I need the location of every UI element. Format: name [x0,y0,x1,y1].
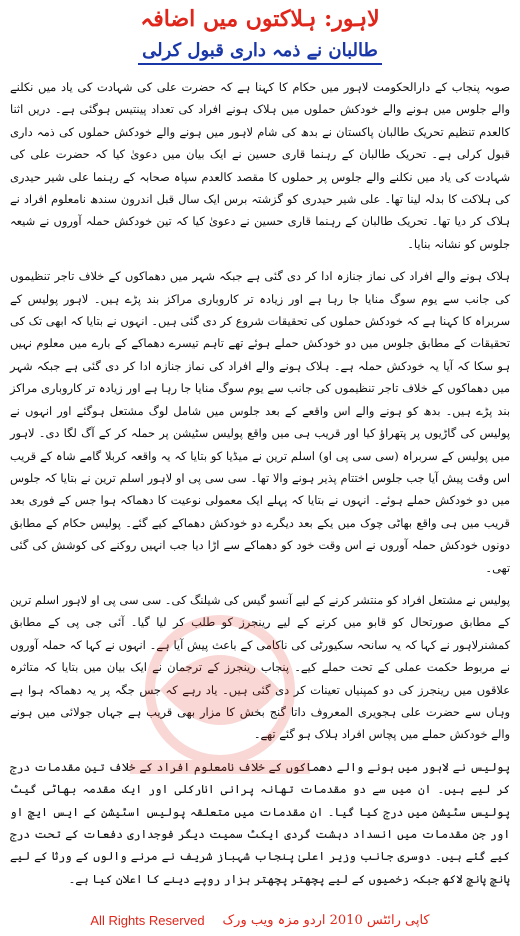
paragraph-3: پولیس نے مشتعل افراد کو منتشر کرنے کے لیے آنسو گیس کی شیلنگ کی۔ سی سی پی او لاہور اسلم ترین کے مطابق صورتحال کو قابو میں کرنے کے لیے رینجرز کو طلب کر لیا گیا۔ آئی جی پی کے مطابق کمشنرلاہور نے کہا کہ یہ سانحہ سکیورٹی کی ناکامی کے باعث پیش آیا ہے۔ انہوں نے کہا کہ حملہ آوروں نے مربوط حکمت عملی کے تحت حملے کیے۔ پنجاب رینجرز کے ترجمان نے ایک بیان میں بتایا کہ متاثرہ علاقوں میں رینجرز کی دو کمپنیاں تعینات کر دی گئی ہیں۔ یاد رہے کہ جس جگہ پر یہ دھماکہ ہوا ہے وہاں سے حضرت علی ہجویری المعروف داتا گنج بخش کا مزار بھی قریب ہے جہاں جولائی میں ہونے والے خودکش حملے میں پچاس افراد ہلاک ہو گئے تھے۔ [10,592,510,742]
footer [0,908,520,932]
paragraph-1: صوبہ پنجاب کے دارالحکومت لاہور میں حکام کا کہنا ہے کہ حضرت علی کی شہادت کی یاد میں نکلنے والے جلوس میں ہونے والے خودکش حملوں میں ہلاک ہونے افراد کی تعداد پینتیس ہوگئی ہے۔ دریں اثنا کالعدم تنظیم تحریک طالبان پاکستان نے بدھ کی شام لاہور میں ہونے والے خودکش حملوں کی ذمہ داری قبول کرلی ہے۔ تحریک طالبان کے رہنما قاری حسین نے ایک بیان میں دعویٰ کیا کہ حضرت علی کی شہادت کی یاد میں نکلنے والے جلوس پر حملوں کا مقصد کالعدم سپاہ صحابہ کے رہنما علی شیر حیدری کی ہلاکت کا بدلہ لینا تھا۔ علی شیر حیدری کو گزشتہ برس ایک سال قبل اندرون سندھ نامعلوم افراد نے ہلاک کر دیا تھا۔ تحریک طالبان کے رہنما قاری حسین نے دعویٰ کیا کہ تین خودکش حملہ آوروں نے شیعہ جلوس کو نشانہ بنایا۔ [10,80,510,251]
copyright-text: کاپی رائٹس 2010 اردو مزہ ویب ورک [222,912,430,928]
headline: لاہور: ہلاکتوں میں اضافہ [140,6,380,32]
rights-text: All Rights Reserved [90,912,205,928]
subheadline-text: طالبان نے ذمہ داری قبول کرلی [138,40,382,65]
paragraph-2: ہلاک ہونے والے افراد کی نماز جنازہ ادا کر دی گئی ہے جبکہ شہر میں دھماکوں کے خلاف تاجر تنظیموں کی جانب سے یوم سوگ منایا جا رہا ہے اور زیادہ تر کاروباری مراکز بند پڑے ہیں۔ لاہور پولیس کے سربراہ کا کہنا ہے کہ خودکش حملوں کی تحقیقات شروع کر دی گئی ہیں۔ انہوں نے بتایا کہ ابھی تک کی تحقیقات کے مطابق جلوس میں دو خودکش حملے ہوئے تھے تاہم تیسرے دھماکے کے بارے میں معلوم نہیں ہو سکا کہ آیا یہ خودکش حملہ ہے۔ ہلاک ہونے والے افراد کی نماز جنازہ ادا کر دی گئی ہے جبکہ شہر میں دھماکوں کے خلاف تاجر تنظیموں کی جانب سے یوم سوگ منایا جا رہا ہے اور زیادہ تر کاروباری مراکز بند پڑے ہیں۔ بدھ کو ہونے والے اس واقعے کے بعد جلوس میں شامل لوگ مشتعل ہوگئے اور انہوں نے پولیس کی گاڑیوں پر پتھراؤ کیا اور قریب ہی میں واقع پولیس سٹیشن پر حملہ کر کے آگ لگا دی۔ لاہور میں پولیس کے سربراہ (سی سی پی او) اسلم ترین نے میڈیا کو بتایا کہ یہ واقعہ کربلا گامے شاہ کے قریب اس وقت پیش آیا جب جلوس اختتام پذیر ہونے والا تھا۔ سی سی پی او لاہور اسلم ترین نے بتایا کہ جلوس میں دو خودکش حملے ہوئے۔ انہوں نے بتایا کہ پہلے ایک معمولی نوعیت کا دھماکہ ہوا جس کے فوری بعد قریب میں ہی واقع بھاٹی چوک میں یکے بعد دیگرے دو خودکش دھماکے کیے گئے۔ پولیس حکام کے مطابق دونوں خودکش حملہ آوروں نے اس وقت خود کو دھماکے سے اڑا دیا جب انہیں روکنے کی کوشش کی گئی تھی۔ [10,269,510,575]
subheadline [0,38,520,64]
paragraph-4: پولیس نے لاہور میں ہونے والے دھماکوں کے خلاف نامعلوم افراد کے خلاف تین مقدمات درج کر لیے ہیں۔ ان میں سے دو مقدمات تھانہ پرانی انارکلی اور ایک مقدمہ بھاٹی گیٹ پولیس سٹیشن میں درج کیا گیا۔ ان مقدمات میں متعلقہ پولیس اسٹیشن کے ایس ایچ او اور جن مقدمات میں انسداد دہشت گردی ایکٹ سمیت دیگر فوجداری دفعات کے تحت درج کیے گئے ہیں۔ دوسری جانب وزیر اعلیٰ پنجاب شہباز شریف نے مرنے والوں کے ورثا کے لیے پانچ پانچ لاکھ جبکہ زخمیوں کے لیے پچھتر پچھتر ہزار روپے دینے کا اعلان کیا ہے۔ [10,759,510,886]
article-body [10,76,510,886]
